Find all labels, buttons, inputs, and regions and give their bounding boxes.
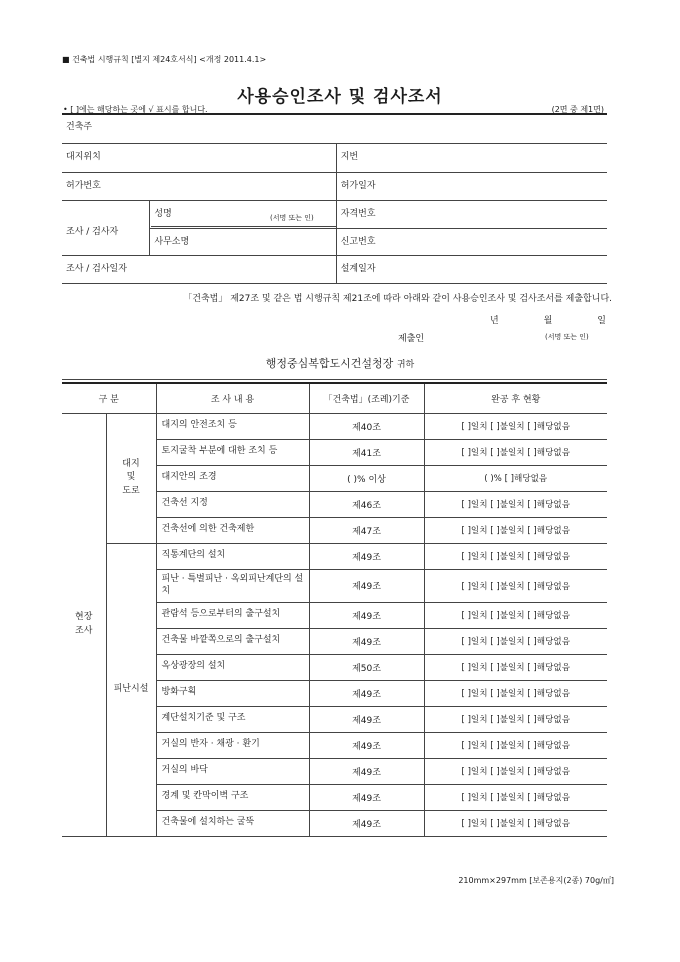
table-row-item: 건축물에 설치하는 굴뚝 [156, 810, 309, 836]
group-site-and-road: 대지 및 도로 [106, 413, 156, 543]
table-row-standard: 제46조 [309, 491, 424, 517]
table-row-item: 거실의 반자 · 채광 · 환기 [156, 732, 309, 758]
license-number-label: 자격번호 [340, 208, 376, 219]
lot-number-field[interactable] [336, 143, 607, 172]
table-row-standard: 제49조 [309, 732, 424, 758]
applicant-info-table [62, 114, 607, 284]
design-date-field[interactable] [336, 255, 607, 283]
table-row-standard: 제47조 [309, 517, 424, 543]
table-row-item: 거실의 바닥 [156, 758, 309, 784]
inspection-table [62, 382, 607, 837]
table-row-status[interactable]: [ ]일치 [ ]불일치 [ ]해당없음 [424, 810, 607, 836]
site-location-label: 대지위치 [66, 151, 101, 162]
paper-spec: 210mm×297mm [보존용지(2종) 70g/㎡] [458, 876, 614, 885]
name-label: 성명 [154, 208, 172, 219]
inspection-date-field[interactable] [62, 255, 336, 283]
table-row-item: 대지안의 조경 [156, 465, 309, 491]
section-divider [62, 379, 607, 380]
design-date-label: 설계일자 [340, 263, 376, 274]
inspector-sign-note: (서명 또는 인) [270, 214, 314, 222]
addressee-name: 행정중심복합도시건설청장 [265, 357, 394, 370]
report-number-label: 신고번호 [340, 236, 376, 247]
permit-date-field[interactable] [336, 172, 607, 200]
table-row-status[interactable]: [ ]일치 [ ]불일치 [ ]해당없음 [424, 602, 607, 628]
table-row-status[interactable]: [ ]일치 [ ]불일치 [ ]해당없음 [424, 732, 607, 758]
addressee-suffix: 귀하 [396, 360, 415, 370]
table-row-item: 피난 · 특별피난 · 옥외피난계단의 설치 [156, 569, 309, 602]
table-row-status[interactable]: [ ]일치 [ ]불일치 [ ]해당없음 [424, 439, 607, 465]
table-row-status[interactable]: [ ]일치 [ ]불일치 [ ]해당없음 [424, 784, 607, 810]
table-row-status[interactable]: [ ]일치 [ ]불일치 [ ]해당없음 [424, 543, 607, 569]
table-row-standard: 제49조 [309, 758, 424, 784]
office-name-label: 사무소명 [154, 236, 190, 247]
permit-number-field[interactable] [62, 172, 336, 200]
site-location-field[interactable] [62, 143, 336, 172]
year-label: 년 [490, 316, 499, 326]
table-row-item: 건축선 지정 [156, 491, 309, 517]
table-row-standard: 제41조 [309, 439, 424, 465]
table-row-status[interactable]: [ ]일치 [ ]불일치 [ ]해당없음 [424, 654, 607, 680]
month-label: 월 [543, 316, 553, 326]
table-row-standard[interactable]: ( )% 이상 [309, 465, 424, 491]
table-row-status[interactable]: [ ]일치 [ ]불일치 [ ]해당없음 [424, 569, 607, 602]
table-row-standard: 제49조 [309, 810, 424, 836]
submitter-sign-note: (서명 또는 인) [545, 333, 589, 341]
table-row-status[interactable]: [ ]일치 [ ]불일치 [ ]해당없음 [424, 628, 607, 654]
submission-date[interactable] [490, 313, 606, 326]
day-label: 일 [597, 316, 606, 326]
table-row-status[interactable]: [ ]일치 [ ]불일치 [ ]해당없음 [424, 491, 607, 517]
table-row-standard: 제49조 [309, 784, 424, 810]
permit-number-label: 허가번호 [66, 180, 101, 191]
name-divider [151, 226, 337, 227]
checkbox-instruction: • [ ]에는 해당하는 곳에 √ 표시를 합니다. [63, 105, 208, 114]
inspector-label: 조사 / 검사자 [62, 200, 150, 255]
table-row-status[interactable]: [ ]일치 [ ]불일치 [ ]해당없음 [424, 706, 607, 732]
table-row-standard: 제50조 [309, 654, 424, 680]
group-field-inspection: 현장 조사 [62, 413, 106, 836]
document-title: 사용승인조사 및 검사조서 [237, 87, 443, 107]
table-row-standard: 제49조 [309, 569, 424, 602]
table-row-standard: 제49조 [309, 628, 424, 654]
table-row-item: 대지의 안전조치 등 [156, 413, 309, 439]
report-number-field[interactable] [336, 228, 607, 255]
owner-field[interactable] [62, 114, 607, 143]
group-evacuation-facilities: 피난시설 [106, 543, 156, 836]
table-row-status[interactable]: ( )% [ ]해당없음 [424, 465, 607, 491]
inspection-date-label: 조사 / 검사일자 [66, 263, 127, 274]
permit-date-label: 허가일자 [340, 180, 376, 191]
table-row-item: 건축물 바깥쪽으로의 출구설치 [156, 628, 309, 654]
submitter-label: 제출인 [398, 334, 425, 344]
table-row-item: 토지굴착 부분에 대한 조치 등 [156, 439, 309, 465]
owner-label: 건축주 [66, 122, 93, 132]
addressee [0, 355, 680, 371]
form-reference: ■ 건축법 시행규칙 [별지 제24호서식] <개정 2011.4.1> [62, 55, 267, 64]
header-standard: 「건축법」(조례)기준 [309, 383, 424, 413]
header-category: 구 분 [62, 383, 156, 413]
table-row-standard: 제49조 [309, 680, 424, 706]
table-row-status[interactable]: [ ]일치 [ ]불일치 [ ]해당없음 [424, 517, 607, 543]
table-row-item: 옥상광장의 설치 [156, 654, 309, 680]
office-name-field[interactable] [150, 228, 336, 255]
page-indicator: (2면 중 제1면) [551, 105, 604, 114]
lot-number-label: 지번 [340, 151, 359, 162]
table-row-status[interactable]: [ ]일치 [ ]불일치 [ ]해당없음 [424, 413, 607, 439]
table-row-standard: 제49조 [309, 543, 424, 569]
table-row-item: 직통계단의 설치 [156, 543, 309, 569]
table-row-item: 계단설치기준 및 구조 [156, 706, 309, 732]
table-row-standard: 제40조 [309, 413, 424, 439]
table-row-standard: 제49조 [309, 602, 424, 628]
header-status: 완공 후 현황 [424, 383, 607, 413]
table-row-item: 관람석 등으로부터의 출구설치 [156, 602, 309, 628]
table-row-status[interactable]: [ ]일치 [ ]불일치 [ ]해당없음 [424, 758, 607, 784]
table-row-item: 방화구획 [156, 680, 309, 706]
table-row-status[interactable]: [ ]일치 [ ]불일치 [ ]해당없음 [424, 680, 607, 706]
table-row-item: 경계 및 칸막이벽 구조 [156, 784, 309, 810]
header-content: 조 사 내 용 [156, 383, 309, 413]
license-number-field[interactable] [336, 200, 607, 228]
table-row-item: 건축선에 의한 건축제한 [156, 517, 309, 543]
declaration-text: 「건축법」 제27조 및 같은 법 시행규칙 제21조에 따라 아래와 같이 사용승인조사 및 검사조서를 제출합니다. [183, 294, 612, 304]
table-row-standard: 제49조 [309, 706, 424, 732]
